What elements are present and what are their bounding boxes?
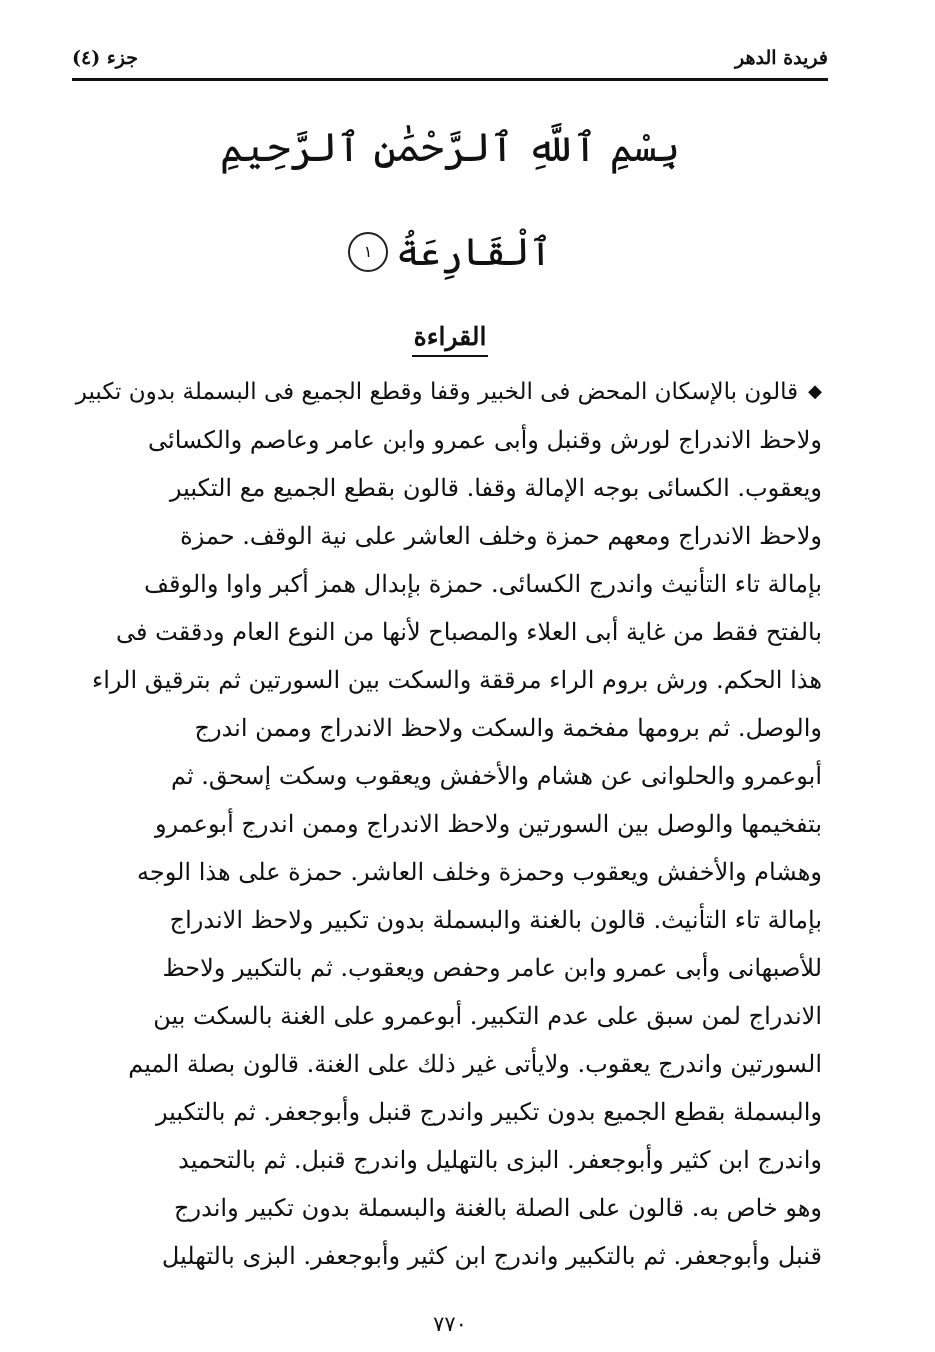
text-line-content: ولاحظ الاندراج ومعهم حمزة وخلف العاشر على نية الوقف. حمزة: [180, 522, 822, 550]
text-line: [72, 848, 822, 896]
text-line: [72, 608, 822, 656]
text-line: [72, 464, 822, 512]
surah-name: ٱلْقَارِعَةُ: [396, 230, 552, 274]
text-line-content: وهشام والأخفش ويعقوب وحمزة وخلف العاشر. حمزة على هذا الوجه: [137, 858, 822, 886]
body-text: [72, 368, 822, 1280]
text-line-content: السورتين واندرج يعقوب. ولايأتى غير ذلك على الغنة. قالون بصلة الميم: [128, 1050, 822, 1078]
book-title: فريدة الدهر: [735, 47, 828, 69]
basmala: بِسْمِ ٱللَّهِ ٱلرَّحْمَٰنِ ٱلرَّحِيمِ: [219, 125, 681, 171]
text-line-content: بإمالة تاء التأنيث. قالون بالغنة والبسملة بدون تكبير ولاحظ الاندراج: [169, 906, 822, 934]
text-line: [72, 896, 822, 944]
section-heading-text: القراءة: [412, 322, 489, 357]
bullet-icon: ◆: [808, 381, 822, 402]
text-line: [72, 800, 822, 848]
page-number: ٧٧٠: [433, 1312, 467, 1336]
text-line: [72, 560, 822, 608]
text-line-content: والوصل. ثم برومها مفخمة والسكت ولاحظ الاندراج وممن اندرج: [194, 714, 822, 742]
text-line-content: قالون بالإسكان المحض فى الخبير وقفا وقطع الجميع فى البسملة بدون تكبير: [75, 379, 799, 405]
text-line: [72, 1040, 822, 1088]
text-line: [72, 512, 822, 560]
text-line: [72, 416, 822, 464]
surah-title: [72, 225, 828, 279]
text-line-content: وهو خاص به. قالون على الصلة بالغنة والبسملة بدون تكبير واندرج: [174, 1194, 822, 1222]
section-heading: [72, 322, 828, 351]
text-line: [72, 704, 822, 752]
text-line-content: أبوعمرو والحلوانى عن هشام والأخفش ويعقوب وسكت إسحق. ثم: [171, 762, 822, 790]
text-line: [72, 1088, 822, 1136]
text-line: [72, 368, 822, 416]
text-line: [72, 1136, 822, 1184]
text-line: [72, 752, 822, 800]
text-line: [72, 992, 822, 1040]
text-line: [72, 944, 822, 992]
text-line-content: بإمالة تاء التأنيث واندرج الكسائى. حمزة بإبدال همز أكبر واوا والوقف: [144, 570, 822, 598]
text-line-content: هذا الحكم. ورش بروم الراء مرققة والسكت بين السورتين ثم بترقيق الراء: [91, 666, 822, 694]
ayah-number-marker: ١: [348, 232, 388, 272]
running-header: [72, 40, 828, 76]
text-line-content: للأصبهانى وأبى عمرو وابن عامر وحفص ويعقوب. ثم بالتكبير ولاحظ: [162, 954, 822, 982]
text-line-content: بالفتح فقط من غاية أبى العلاء والمصباح لأنها من النوع العام ودققت فى: [116, 618, 822, 646]
text-line-content: الاندراج لمن سبق على عدم التكبير. أبوعمرو على الغنة بالسكت بين: [153, 1002, 822, 1030]
text-line-content: واندرج ابن كثير وأبوجعفر. البزى بالتهليل واندرج قنبل. ثم بالتحميد: [178, 1146, 822, 1174]
text-line: [72, 656, 822, 704]
text-line: [72, 1232, 822, 1280]
text-line-content: ولاحظ الاندراج لورش وقنبل وأبى عمرو وابن عامر وعاصم والكسائى: [148, 426, 822, 454]
text-line-content: والبسملة بقطع الجميع بدون تكبير واندرج قنبل وأبوجعفر. ثم بالتكبير: [155, 1098, 822, 1126]
text-line-content: قنبل وأبوجعفر. ثم بالتكبير واندرج ابن كثير وأبوجعفر. البزى بالتهليل: [161, 1242, 822, 1270]
part-number: جزء (٤): [72, 47, 138, 69]
header-rule: [72, 78, 828, 81]
text-line-content: بتفخيمها والوصل بين السورتين ولاحظ الاندراج وممن اندرج أبوعمرو: [154, 810, 822, 838]
text-line-content: ويعقوب. الكسائى بوجه الإمالة وقفا. قالون بقطع الجميع مع التكبير: [169, 474, 822, 502]
text-line: [72, 1184, 822, 1232]
